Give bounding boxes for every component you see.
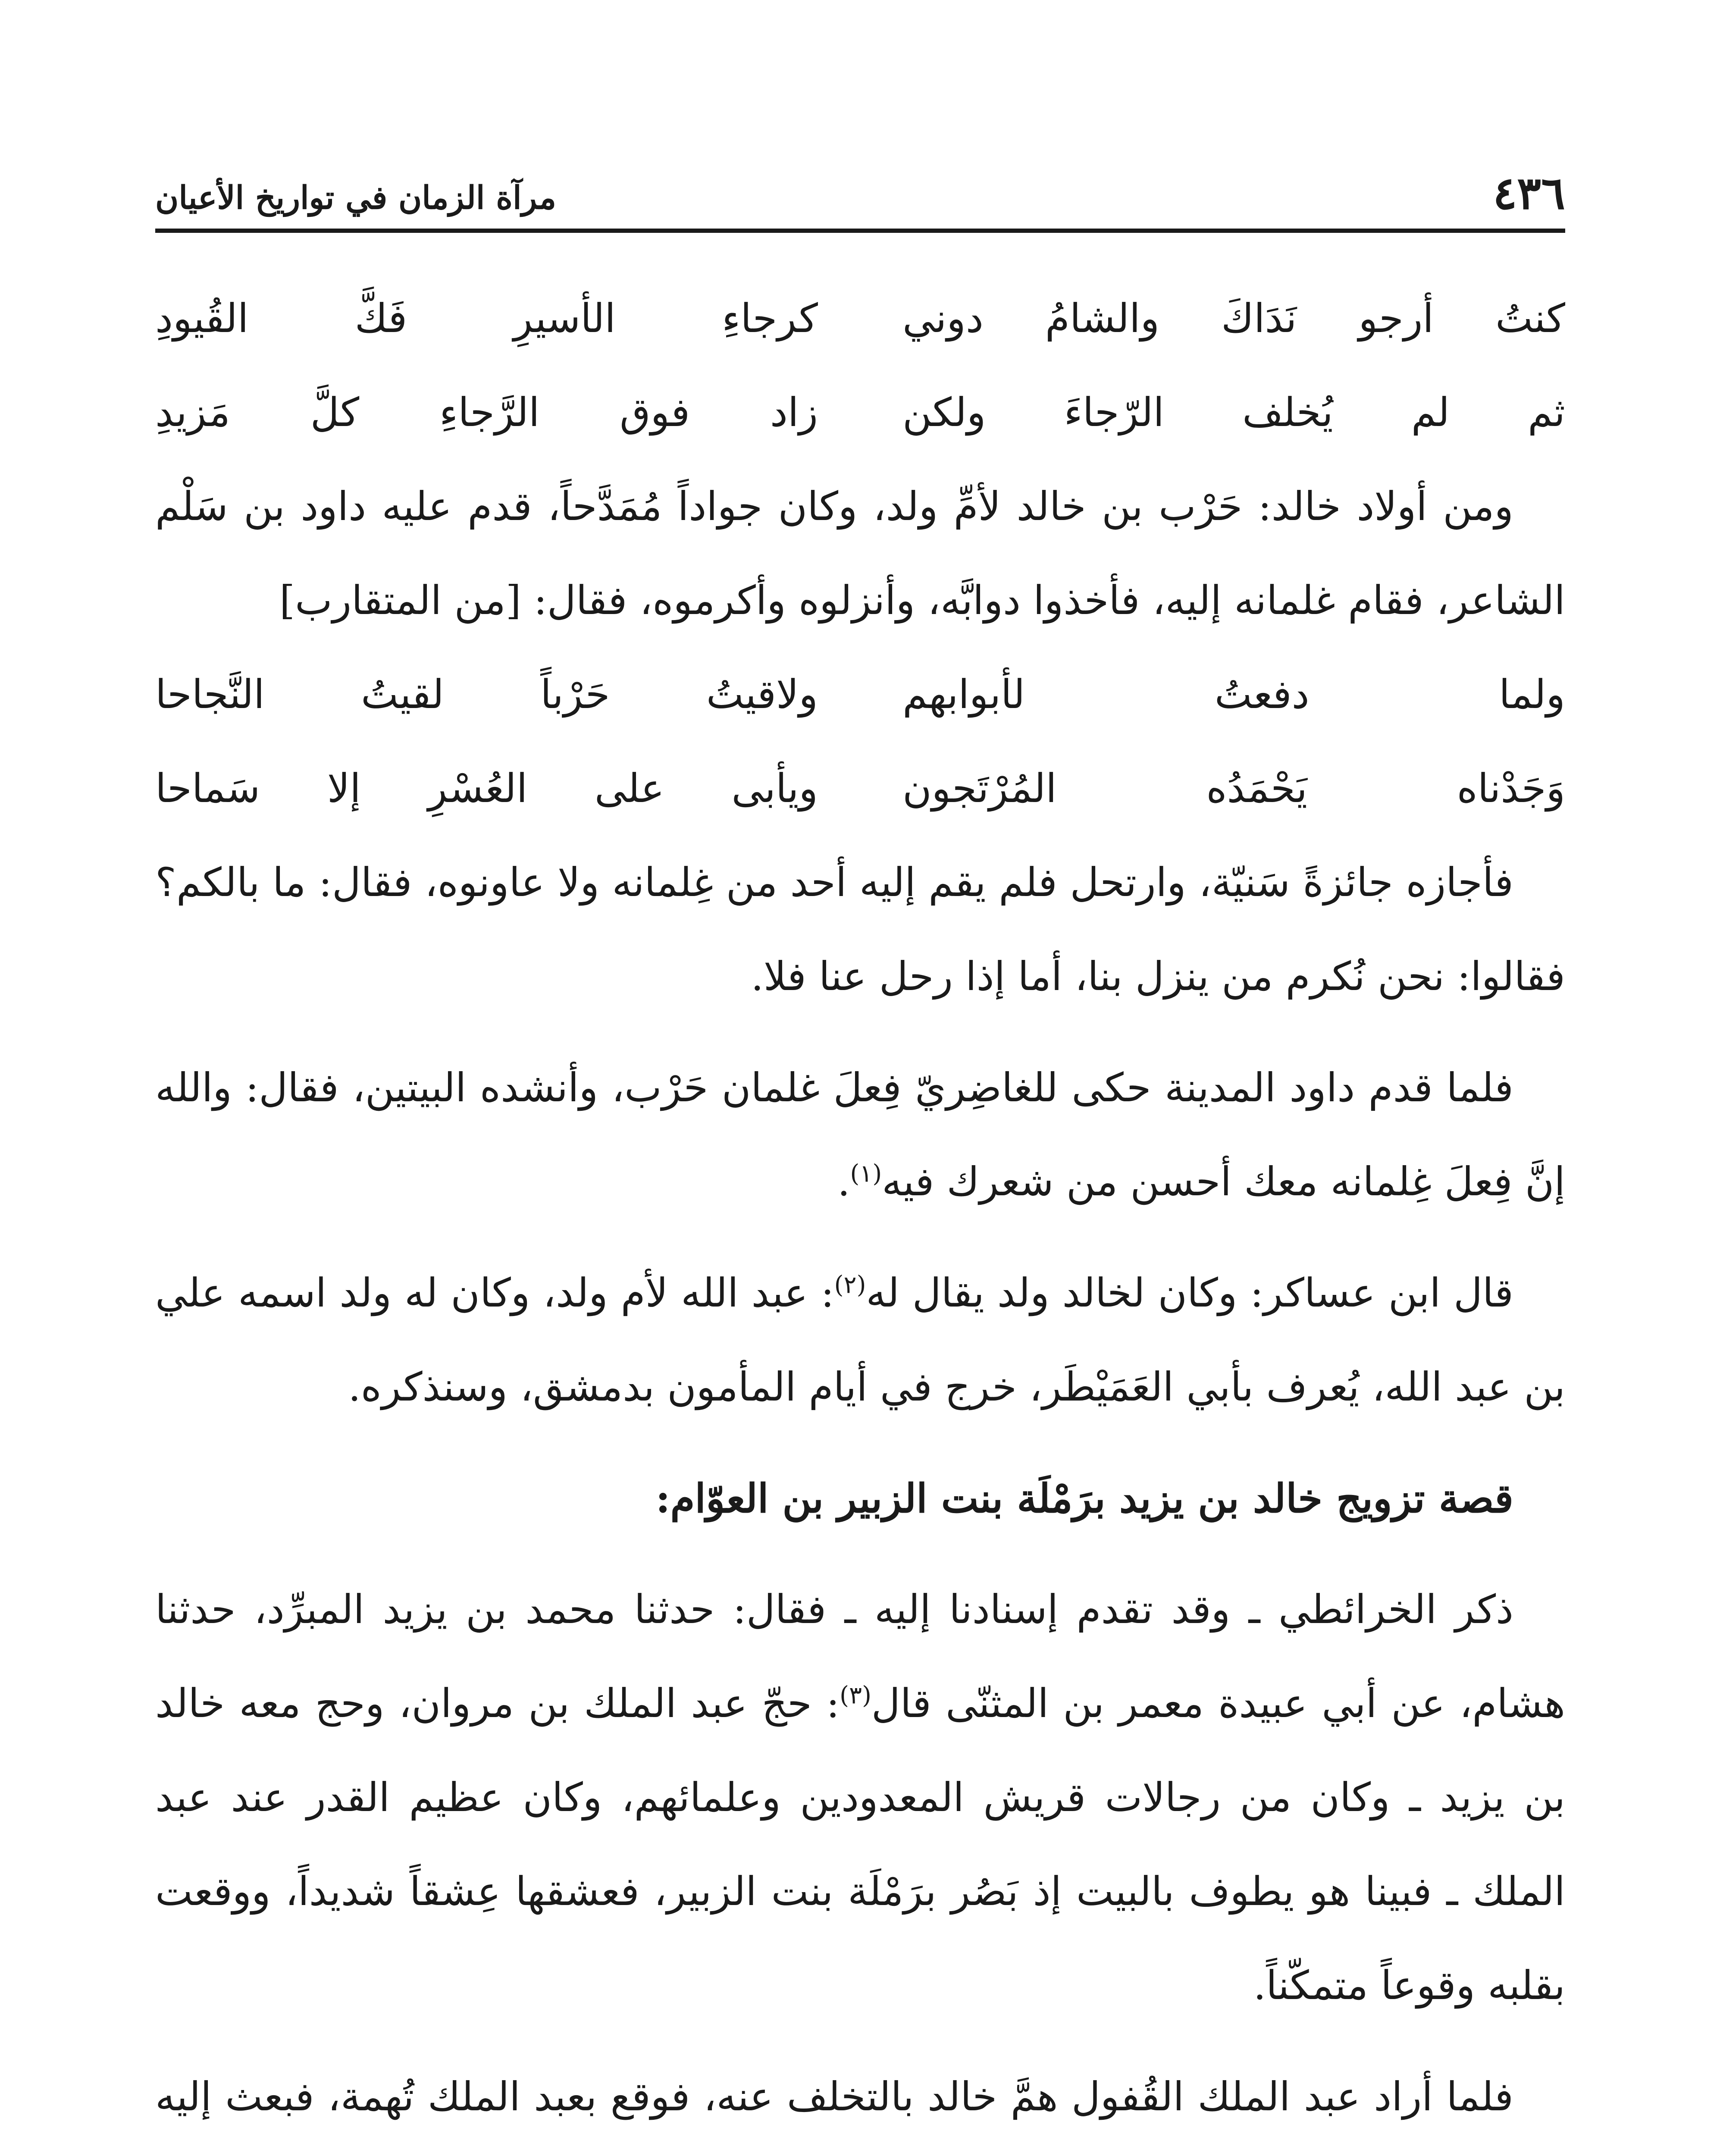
paragraph-text: : حجّ عبد الملك بن مروان، وحج معه خالد بن يزيد ـ وكان من رجالات قريش المعدودين وعلمائهم، وكان عظيم القدر عند عبد الملك ـ فبينا هو يطوف بالبيت إذ بَصُر برَمْلَة بنت الزبير، فعشقها عِشقاً شديداً، ووقعت بقلبه وقوعاً متمكّناً. xyxy=(155,1680,1565,2009)
verse-second-hemistich: ويأبى على العُسْرِ إلا سَماحا xyxy=(155,765,818,812)
verse-second-hemistich: زاد فوق الرَّجاءِ كلَّ مَزيدِ xyxy=(155,389,818,436)
poem-verse xyxy=(155,272,1565,366)
footnote-ref: (١) xyxy=(850,1159,882,1188)
section-heading: قصة تزويج خالد بن يزيد برَمْلَة بنت الزبير بن العوّام: xyxy=(655,1475,1513,1522)
verse-first-hemistich: كنتُ أرجو نَدَاكَ والشامُ دوني xyxy=(902,295,1565,342)
paragraph-text: فلما قدم داود المدينة حكى للغاضِريّ فِعلَ غلمان حَرْب، وأنشده البيتين، فقال: والله إنَّ فِعلَ غِلمانه معك أحسن من شعرك فيه xyxy=(155,1065,1565,1205)
footnote-ref: (٣) xyxy=(840,1681,871,1710)
verse-second-hemistich: كرجاءِ الأسيرِ فَكَّ القُيودِ xyxy=(155,295,818,342)
paragraph-text: ذكر الخرائطي ـ وقد تقدم إسنادنا إليه ـ فقال: حدثنا محمد بن يزيد المبرِّد، حدثنا هشام، عن أبي عبيدة معمر بن المثنّى قال xyxy=(155,1586,1565,1727)
paragraph-abd-al-malik: فلما أراد عبد الملك القُفول همَّ خالد بالتخلف عنه، فوقع بعبد الملك تُهمة، فبعث إليه xyxy=(155,2074,1513,2120)
poem-verse xyxy=(155,648,1565,742)
paragraph-kharaiti xyxy=(155,1563,1565,2033)
book-page xyxy=(155,129,1565,2156)
footnote-ref: (٢) xyxy=(834,1271,866,1299)
paragraph-text: : عبد الله لأم ولد، وكان له ولد اسمه علي بن عبد الله، يُعرف بأبي العَمَيْطَر، خرج في أيام المأمون بدمشق، وسنذكره. xyxy=(155,1270,1565,1410)
paragraph-harb-ibn-khalid: ومن أولاد خالد: حَرْب بن خالد لأمِّ ولد، وكان جواداً مُمَدَّحاً، قدم عليه داود بن سَلْم الشاعر، فقام غلمانه إليه، فأخذوا دوابَّه، وأنزلوه وأكرموه، فقال: [من المتقارب] xyxy=(155,483,1565,624)
paragraph-gift: فأجازه جائزةً سَنيّة، وارتحل فلم يقم إليه أحد من غِلمانه ولا عاونوه، فقال: ما بالكم؟ فقالوا: نحن نُكرم من ينزل بنا، أما إذا رحل عنا فلا. xyxy=(155,859,1565,1000)
paragraph-text: قال ابن عساكر: وكان لخالد ولد يقال له xyxy=(866,1270,1513,1316)
running-title: مرآة الزمان في تواريخ الأعيان xyxy=(155,179,556,216)
page-body xyxy=(155,272,1565,2156)
verse-first-hemistich: وَجَدْناه يَحْمَدُه المُرْتَجون xyxy=(902,765,1565,812)
page-header xyxy=(155,129,1565,233)
poem-verse xyxy=(155,366,1565,460)
verse-first-hemistich: ولما دفعتُ لأبوابهم xyxy=(902,671,1565,718)
page-number: ٤٣٦ xyxy=(1493,166,1565,219)
paragraph-dawud-medina: فلما قدم داود المدينة حكى للغاضِريّ فِعلَ غلمان حَرْب، وأنشده البيتين، فقال: والله إنَّ فِعلَ غِلمانه معك أحسن من شعرك فيه$^{(١)}$. xyxy=(155,1065,1565,1205)
verse-first-hemistich: ثم لم يُخلف الرّجاءَ ولكن xyxy=(902,389,1565,436)
poem-verse xyxy=(155,742,1565,836)
paragraph-ibn-asakir xyxy=(155,1246,1565,1434)
verse-second-hemistich: ولاقيتُ حَرْباً لقيتُ النَّجاحا xyxy=(155,671,818,718)
